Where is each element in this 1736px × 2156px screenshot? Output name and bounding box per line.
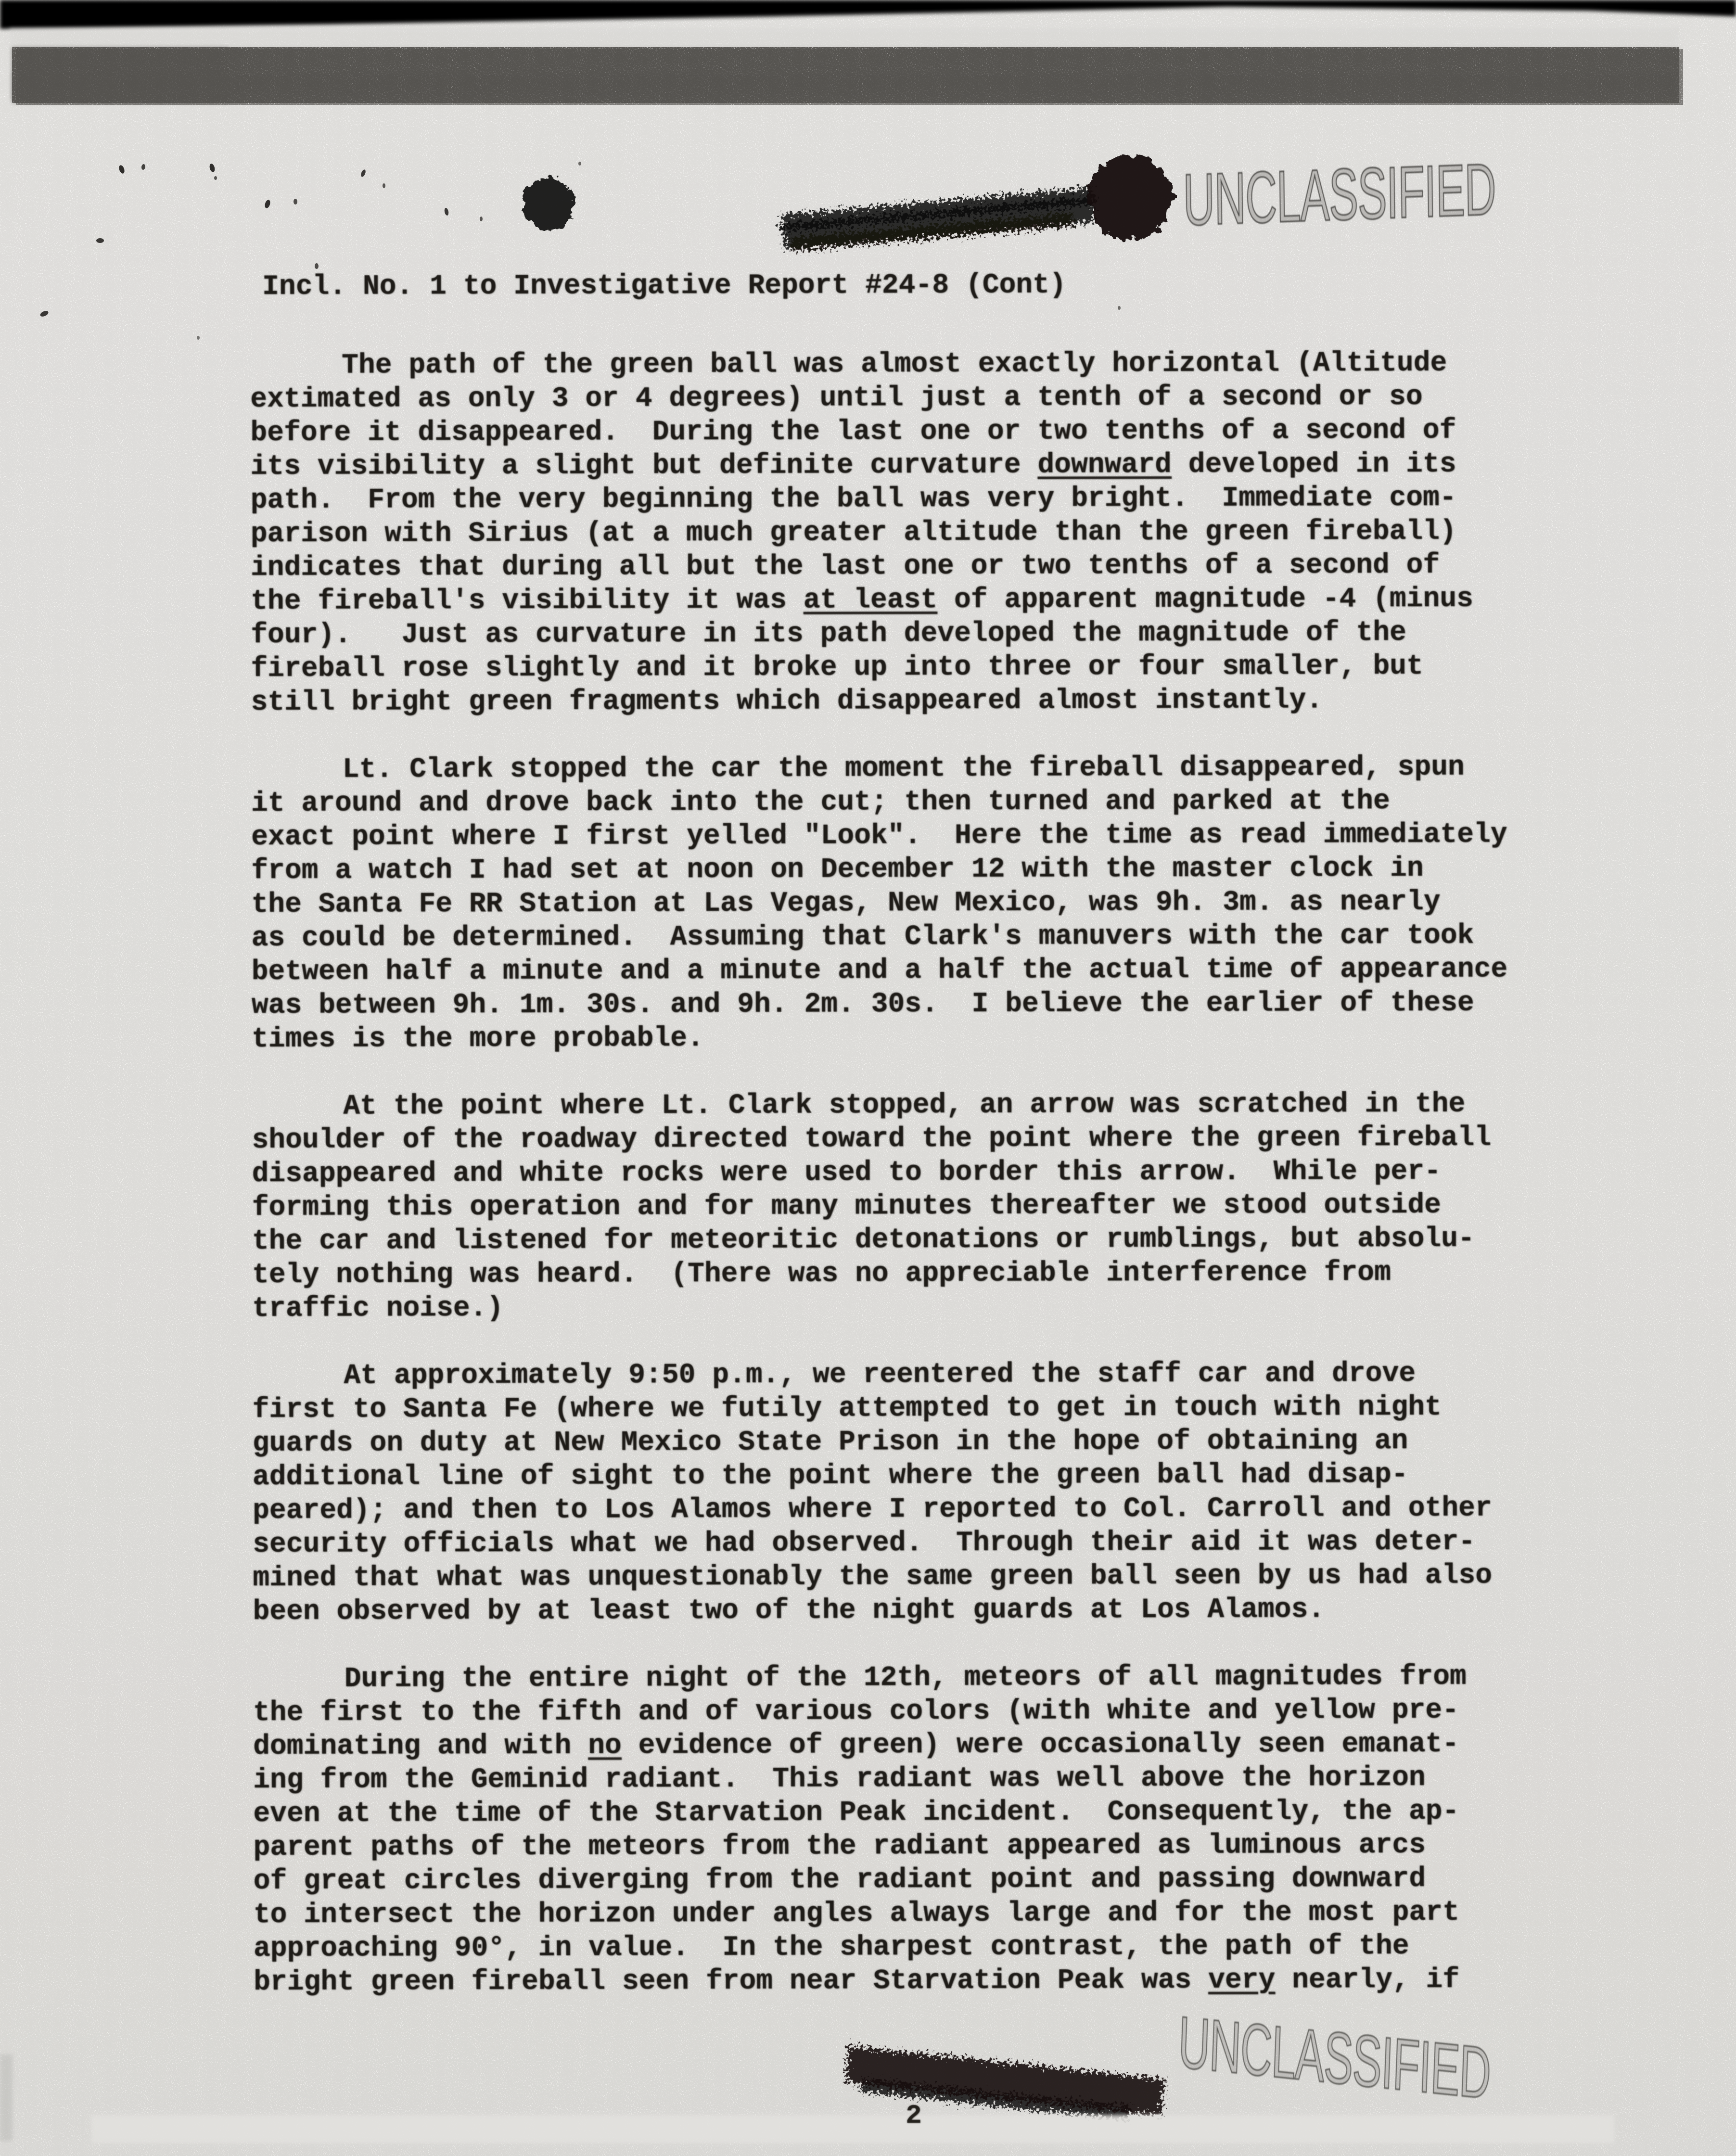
text-segment: before it disappeared. During the last one or two tenths of a second of	[250, 415, 1456, 449]
text-segment: it around and drove back into the cut; then turned and parked at the	[251, 786, 1390, 819]
text-segment: first to Santa Fe (where we futily attempted to get in touch with night	[252, 1391, 1442, 1426]
text-line	[250, 414, 1569, 450]
text-segment: the first to the fifth and of various colors (with white and yellow pre-	[253, 1695, 1459, 1729]
ink-blob-right	[1087, 156, 1172, 241]
underlined-text: no	[588, 1730, 622, 1762]
text-line	[252, 1121, 1570, 1158]
text-line	[253, 1593, 1571, 1629]
text-line	[252, 1357, 1570, 1393]
text-segment: exact point where I first yelled "Look". Here the time as read immediately	[251, 819, 1507, 853]
text-line	[252, 953, 1570, 989]
text-segment: its visibility a slight but definite curvature	[250, 449, 1038, 483]
text-segment: the fireball's visibility it was	[251, 585, 804, 617]
text-line	[252, 1188, 1570, 1225]
text-segment: shoulder of the roadway directed toward the point where the green fireball	[252, 1122, 1492, 1156]
text-line	[250, 447, 1569, 484]
paragraph	[252, 1087, 1570, 1326]
text-segment: dominating and with	[253, 1730, 588, 1762]
text-line	[253, 1391, 1571, 1427]
text-line	[253, 1492, 1571, 1528]
text-segment: been observed by at least two of the night guards at Los Alamos.	[253, 1594, 1325, 1628]
text-line	[254, 1896, 1572, 1932]
paragraph	[252, 1357, 1571, 1629]
document-body	[250, 346, 1572, 2033]
text-line	[251, 515, 1569, 551]
text-line	[253, 1795, 1571, 1831]
text-segment: of great circles diverging from the radiant point and passing downward	[253, 1863, 1426, 1897]
text-line	[251, 481, 1569, 518]
text-line	[252, 1289, 1570, 1326]
text-line	[252, 986, 1570, 1023]
text-segment: forming this operation and for many minutes thereafter we stood outside	[252, 1189, 1442, 1224]
text-line	[253, 1727, 1571, 1764]
text-line	[254, 1862, 1572, 1899]
text-segment: parison with Sirius (at a much greater altitude than the green fireball)	[250, 516, 1456, 550]
text-line	[252, 1256, 1570, 1292]
text-segment: guards on duty at New Mexico State Prison in the hope of obtaining an	[252, 1425, 1408, 1459]
text-segment: security officials what we had observed. Through their aid it was deter-	[253, 1526, 1476, 1560]
underlined-text: very	[1208, 1965, 1276, 1996]
text-line	[251, 751, 1570, 787]
text-segment: bright green fireball seen from near Starvation Peak was	[254, 1965, 1209, 1998]
text-segment: parent paths of the meteors from the radiant appeared as luminous arcs	[253, 1829, 1426, 1863]
film-speckle-band	[12, 47, 1683, 105]
ink-blob-left	[523, 177, 574, 230]
document-header: Incl. No. 1 to Investigative Report #24-8 (Cont)	[262, 269, 1066, 303]
text-line	[251, 549, 1569, 585]
text-segment: developed in its	[1171, 448, 1456, 481]
text-segment: mined that what was unquestionably the same green ball seen by us had also	[253, 1560, 1493, 1594]
text-line	[253, 1424, 1571, 1461]
text-segment: nearly, if	[1275, 1964, 1460, 1996]
unclassified-stamp-bottom: UNCLASSIFIED	[1177, 2001, 1492, 2115]
text-line	[250, 346, 1569, 383]
page-number: 2	[906, 2100, 922, 2131]
text-segment: evidence of green) were occasionally seen emanat-	[621, 1728, 1459, 1762]
text-segment: fireball rose slightly and it broke up into three or four smaller, but	[251, 651, 1423, 685]
text-segment: tely nothing was heard. (There was no appreciable interference from	[252, 1257, 1391, 1291]
paragraph	[253, 1660, 1572, 2000]
text-line	[251, 818, 1570, 855]
text-segment: from a watch I had set at noon on December 12 with the master clock in	[251, 853, 1424, 887]
text-segment: At approximately 9:50 p.m., we reentered the staff car and drove	[344, 1358, 1416, 1392]
text-segment: times is the more probable.	[251, 1023, 704, 1055]
text-line	[252, 1222, 1570, 1259]
text-line	[251, 885, 1570, 922]
text-segment: approaching 90°, in value. In the sharpest contrast, the path of the	[253, 1930, 1409, 1965]
text-line	[253, 1525, 1571, 1562]
text-segment: path. From the very beginning the ball was very bright. Immediate com-	[250, 482, 1456, 516]
text-line	[252, 1155, 1570, 1191]
paragraph	[250, 346, 1570, 720]
text-segment: to intersect the horizon under angles always large and for the most part	[253, 1897, 1459, 1931]
text-line	[251, 784, 1570, 821]
text-line	[252, 1087, 1570, 1124]
text-segment: Lt. Clark stopped the car the moment the fireball disappeared, spun	[342, 752, 1465, 786]
text-segment: between half a minute and a minute and a half the actual time of appearance	[251, 954, 1508, 988]
text-segment: During the entire night of the 12th, meteors of all magnitudes from	[344, 1661, 1467, 1695]
text-line	[251, 616, 1569, 652]
text-line	[254, 1963, 1572, 2000]
text-line	[253, 1559, 1571, 1595]
text-line	[253, 1761, 1571, 1798]
text-segment: extimated as only 3 or 4 degrees) until just a tenth of a second or so	[250, 381, 1423, 415]
text-segment: even at the time of the Starvation Peak incident. Consequently, the ap-	[253, 1796, 1459, 1830]
text-segment: disappeared and white rocks were used to border this arrow. While per-	[252, 1156, 1441, 1190]
text-line	[253, 1694, 1571, 1730]
text-segment: the Santa Fe RR Station at Las Vegas, New Mexico, was 9h. 3m. as nearly	[251, 886, 1441, 920]
text-segment: additional line of sight to the point where the green ball had disap-	[252, 1459, 1408, 1493]
text-segment: still bright green fragments which disappeared almost instantly.	[251, 685, 1323, 718]
text-line	[252, 1020, 1570, 1057]
text-line	[251, 852, 1570, 888]
text-segment: peared); and then to Los Alamos where I reported to Col. Carroll and other	[252, 1493, 1492, 1527]
text-segment: as could be determined. Assuming that Clark's manuvers with the car took	[251, 920, 1474, 954]
unclassified-stamp-top: UNCLASSIFIED	[1182, 148, 1496, 241]
underlined-text: downward	[1037, 449, 1172, 481]
text-line	[253, 1660, 1571, 1697]
text-segment: traffic noise.)	[252, 1292, 504, 1325]
text-line	[251, 683, 1569, 720]
text-segment: The path of the green ball was almost exactly horizontal (Altitude	[342, 347, 1447, 382]
text-line	[251, 650, 1569, 686]
text-line	[254, 1929, 1572, 1966]
text-line	[253, 1458, 1571, 1494]
text-segment: of apparent magnitude -4 (minus	[937, 583, 1473, 616]
text-line	[251, 582, 1569, 619]
scan-smear-bottom-left	[0, 2054, 13, 2141]
paragraph	[251, 751, 1570, 1057]
underlined-text: at least	[803, 585, 938, 616]
text-line	[251, 919, 1570, 956]
text-line	[250, 380, 1569, 417]
text-segment: indicates that during all but the last one or two tenths of a second of	[250, 549, 1440, 584]
text-segment: At the point where Lt. Clark stopped, an arrow was scratched in the	[343, 1088, 1466, 1123]
text-segment: ing from the Geminid radiant. This radiant was well above the horizon	[253, 1762, 1426, 1796]
text-segment: the car and listened for meteoritic detonations or rumblings, but absolu-	[252, 1223, 1475, 1257]
text-segment: four). Just as curvature in its path developed the magnitude of the	[251, 617, 1406, 651]
text-segment: was between 9h. 1m. 30s. and 9h. 2m. 30s. I believe the earlier of these	[251, 987, 1474, 1021]
text-line	[253, 1828, 1571, 1865]
scan-band-bottom	[91, 2115, 1614, 2143]
